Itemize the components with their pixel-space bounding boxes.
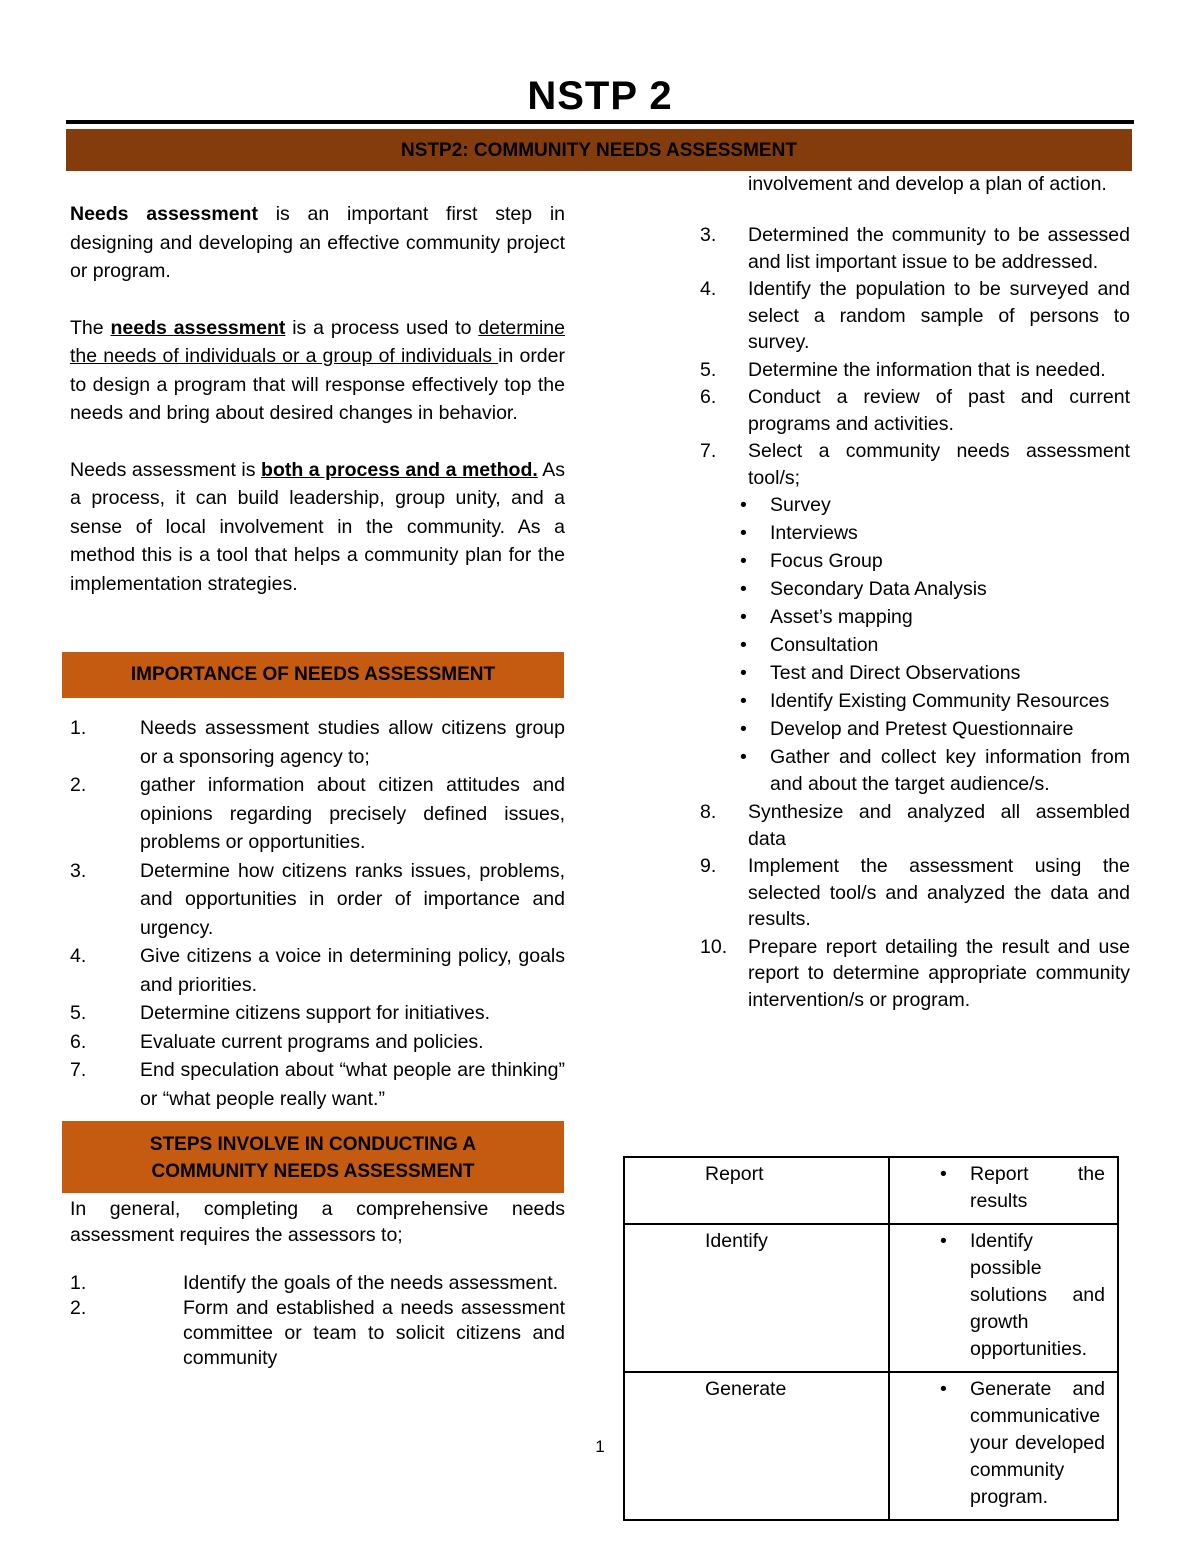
- table-desc-cell: [889, 1224, 1118, 1372]
- bullet-icon: •: [940, 1230, 947, 1252]
- list-number: 7.: [70, 1059, 87, 1081]
- tool-item: • Survey: [700, 492, 1130, 519]
- table-row: [624, 1224, 1118, 1372]
- intro-text: The: [70, 316, 111, 339]
- list-item-text: Determine the information that is needed.: [748, 358, 1106, 381]
- table-desc-text: Generate and communicative your developed community program.: [970, 1378, 1105, 1508]
- list-item: [70, 999, 565, 1028]
- list-item: [70, 1271, 565, 1296]
- steps-intro-text: In general, completing a comprehensive needs assessment requires the assessors to;: [70, 1198, 565, 1246]
- intro-text: is an important first step in designing and developing an effective community project or program.: [70, 203, 565, 282]
- list-item: [70, 714, 565, 771]
- title-divider: [66, 120, 1134, 124]
- importance-list: [70, 714, 565, 1113]
- table-term-cell: Generate: [624, 1372, 889, 1520]
- steps-heading-line: COMMUNITY NEEDS ASSESSMENT: [151, 1161, 475, 1182]
- intro-text: is a process used to: [285, 316, 479, 339]
- intro-bold-term: Needs assessment: [70, 203, 258, 225]
- table-term-cell: Report: [624, 1157, 889, 1224]
- list-item-text: Implement the assessment using the selected tool/s and analyzed the data and results.: [748, 855, 1130, 930]
- list-item-text: Give citizens a voice in determining policy, goals and priorities.: [140, 945, 565, 996]
- list-item-text: Needs assessment studies allow citizens group or a sponsoring agency to;: [140, 717, 565, 768]
- intro-bold-term: needs assessment: [110, 316, 286, 339]
- tool-item: • Secondary Data Analysis: [700, 576, 1130, 603]
- list-item-text: Prepare report detailing the result and use report to determine appropriate community intervention/s or program.: [748, 935, 1130, 1011]
- list-item-text: Form and established a needs assessment committee or team to solicit citizens and community: [183, 1297, 565, 1369]
- list-number: 6.: [700, 386, 717, 408]
- tool-item: • Test and Direct Observations: [700, 660, 1130, 687]
- list-item: [700, 853, 1130, 933]
- page-number: 1: [595, 1437, 605, 1456]
- tool-item: • Focus Group: [700, 548, 1130, 575]
- bullet-icon: •: [940, 1378, 947, 1400]
- intro-section: [70, 200, 565, 598]
- intro-text: in order to design a program that will response effectively top the needs and bring about desired changes in behavior.: [70, 345, 565, 424]
- list-item: [700, 934, 1130, 1014]
- list-item: [700, 438, 1130, 491]
- tool-item: • Asset’s mapping: [700, 604, 1130, 631]
- list-number: 6.: [70, 1030, 87, 1053]
- list-number: 8.: [700, 801, 717, 823]
- list-number: 1.: [70, 717, 87, 739]
- list-item-text: Determine citizens support for initiatives.: [140, 1002, 491, 1024]
- tool-item: • Interviews: [700, 520, 1130, 547]
- list-item: [70, 1296, 565, 1371]
- steps-heading-line: STEPS INVOLVE IN CONDUCTING A: [149, 1134, 477, 1155]
- steps-list-right: [700, 222, 1130, 1014]
- table-desc-text: Identify possible solutions and growth opportunities.: [970, 1230, 1105, 1360]
- table-desc-text: Report the results: [970, 1163, 1105, 1212]
- tools-wrapper: [700, 492, 1130, 798]
- list-item: [700, 384, 1130, 437]
- list-number: 4.: [70, 945, 87, 967]
- list-number: 10.: [700, 935, 728, 958]
- list-item-text: End speculation about “what people are thinking” or “what people really want.”: [140, 1059, 565, 1110]
- tools-list: [700, 492, 1130, 798]
- list-item-text: Conduct a review of past and current programs and activities.: [748, 386, 1130, 435]
- steps-intro: [70, 1197, 565, 1248]
- list-item: [70, 857, 565, 943]
- list-item-text: Determined the community to be assessed and list important issue to be addressed.: [748, 224, 1130, 273]
- bullet-icon: •: [940, 1163, 947, 1185]
- table-term-cell: Identify: [624, 1224, 889, 1372]
- list-number: 2.: [70, 774, 87, 796]
- list-item-text: Synthesize and analyzed all assembled data: [748, 801, 1130, 850]
- intro-paragraph-3: [70, 456, 565, 599]
- list-item: [700, 799, 1130, 852]
- intro-text: As a process, it can build leadership, group unity, and a sense of local involvement in the community. As a method this is a tool that helps a community plan for the implementation strategies.: [70, 458, 565, 595]
- list-item-text: Evaluate current programs and policies.: [140, 1030, 484, 1053]
- list-number: 1.: [70, 1272, 87, 1294]
- list-item: [700, 357, 1130, 384]
- list-number: 4.: [700, 278, 717, 300]
- list-number: 9.: [700, 855, 717, 877]
- list-item: [70, 771, 565, 857]
- steps-list-left: [70, 1271, 565, 1371]
- list-item-text: Identify the population to be surveyed and select a random sample of persons to survey.: [748, 278, 1130, 353]
- list-item: [700, 276, 1130, 356]
- list-item: [70, 942, 565, 999]
- intro-bold-term: both a process and a method.: [261, 458, 538, 481]
- list-item-text: Determine how citizens ranks issues, problems, and opportunities in order of importance and urgency.: [140, 859, 565, 939]
- intro-text: Needs assessment is: [70, 458, 262, 481]
- section-banner: NSTP2: COMMUNITY NEEDS ASSESSMENT: [66, 129, 1132, 171]
- list-number: 5.: [700, 358, 717, 381]
- table-desc-cell: [889, 1157, 1118, 1224]
- list-number: 3.: [700, 224, 717, 246]
- tool-item: • Identify Existing Community Resources: [700, 688, 1130, 715]
- list-number: 5.: [70, 1002, 87, 1024]
- page-title: NSTP 2: [527, 74, 673, 118]
- intro-paragraph-2: [70, 314, 565, 428]
- intro-underlined-text: determine the needs of individuals or a group of individuals: [70, 316, 565, 367]
- step-continuation: involvement and develop a plan of action.: [748, 173, 1107, 195]
- list-number: 3.: [70, 859, 87, 882]
- list-item-text: gather information about citizen attitudes and opinions regarding precisely defined issues, problems or opportunities.: [140, 774, 565, 853]
- tool-item: • Develop and Pretest Questionnaire: [700, 716, 1130, 743]
- list-item: [700, 222, 1130, 275]
- tool-item: • Gather and collect key information from and about the target audience/s.: [700, 744, 1130, 798]
- list-item-text: Select a community needs assessment tool/s;: [748, 440, 1130, 489]
- list-item-text: Identify the goals of the needs assessment.: [183, 1272, 559, 1294]
- steps-heading: [62, 1121, 564, 1193]
- table-row: [624, 1157, 1118, 1224]
- tool-item: • Consultation: [700, 632, 1130, 659]
- list-number: 2.: [70, 1297, 87, 1319]
- list-item: [70, 1056, 565, 1113]
- importance-heading: IMPORTANCE OF NEEDS ASSESSMENT: [62, 652, 564, 698]
- list-item: [70, 1028, 565, 1057]
- list-number: 7.: [700, 440, 717, 462]
- intro-paragraph-1: [70, 200, 565, 286]
- summary-table: [623, 1156, 1119, 1521]
